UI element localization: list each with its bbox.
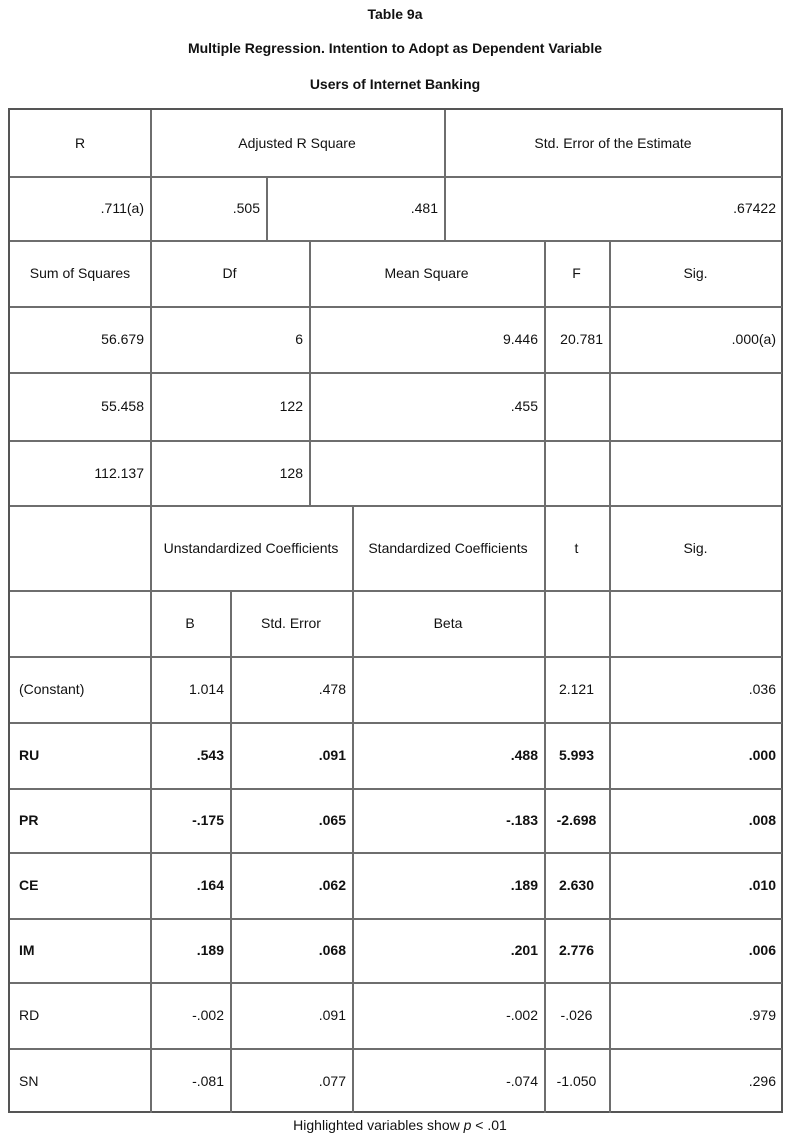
header-df: Df <box>222 265 237 281</box>
variable-name: IM <box>19 942 35 958</box>
anova-cell-df: 6 <box>295 331 303 347</box>
anova-cell-df: 122 <box>279 398 303 414</box>
variable-name: RU <box>19 747 40 763</box>
coef-cell-b: -.175 <box>192 812 224 828</box>
header-std-error-estimate: Std. Error of the Estimate <box>534 135 692 151</box>
anova-cell-ss: 112.137 <box>94 464 144 481</box>
header-f: F <box>572 265 581 281</box>
coef-cell-b: .543 <box>196 747 224 763</box>
coef-cell-sig: .010 <box>748 877 776 893</box>
regression-table <box>8 108 783 1113</box>
coef-cell-se: .062 <box>318 877 346 893</box>
table-title: Table 9a <box>367 6 423 22</box>
value-adjusted-r-square: .481 <box>410 200 438 216</box>
coef-cell-se: .077 <box>318 1072 346 1089</box>
coef-cell-sig: .006 <box>748 942 776 958</box>
variable-name: CE <box>19 877 39 893</box>
anova-cell-ss: 56.679 <box>101 331 144 347</box>
header-beta: Beta <box>433 615 463 631</box>
coef-cell-sig: .036 <box>748 681 776 697</box>
coef-cell-t: 5.993 <box>558 747 595 763</box>
coef-cell-t: -1.050 <box>556 1072 597 1089</box>
anova-cell-ms: .455 <box>510 398 538 414</box>
coef-cell-t: -.026 <box>560 1007 593 1023</box>
coef-cell-sig: .979 <box>748 1007 776 1023</box>
coef-cell-sig: .296 <box>748 1072 776 1089</box>
coef-cell-b: .164 <box>196 877 224 893</box>
value-r-square: .505 <box>232 200 260 216</box>
header-standardized-coefficients: Standardized Coefficients <box>368 539 528 556</box>
header-unstandardized-coefficients: Unstandardized Coefficients <box>163 539 339 556</box>
coef-cell-beta: -.074 <box>506 1072 538 1089</box>
coef-cell-se: .091 <box>318 747 346 763</box>
anova-cell-df: 128 <box>279 464 303 481</box>
coef-cell-beta: -.183 <box>506 812 538 828</box>
coef-cell-b: .189 <box>196 942 224 958</box>
value-std-error-estimate: .67422 <box>733 200 776 216</box>
coef-cell-beta: .488 <box>510 747 538 763</box>
anova-cell-sig: .000(a) <box>731 331 776 347</box>
coef-cell-se: .478 <box>318 681 346 697</box>
header-sig-coefficients: Sig. <box>683 539 708 556</box>
variable-name: (Constant) <box>19 681 85 697</box>
header-std-error: Std. Error <box>261 615 321 631</box>
coef-cell-se: .068 <box>318 942 346 958</box>
table-subtitle-2: Users of Internet Banking <box>309 76 481 92</box>
header-r: R <box>74 135 86 151</box>
coef-cell-b: 1.014 <box>188 681 224 697</box>
header-adjusted-r-square: Adjusted R Square <box>238 135 356 151</box>
footnote: Highlighted variables show p < .01 <box>293 1117 507 1133</box>
variable-name: SN <box>19 1072 39 1089</box>
header-b: B <box>185 615 195 631</box>
header-sum-of-squares: Sum of Squares <box>29 265 131 281</box>
coef-cell-b: -.002 <box>192 1007 224 1023</box>
coef-cell-beta: .201 <box>510 942 538 958</box>
table-subtitle: Multiple Regression. Intention to Adopt as Dependent Variable <box>187 40 603 56</box>
header-t: t <box>574 539 579 556</box>
anova-cell-f: 20.781 <box>560 331 603 347</box>
coef-cell-beta: -.002 <box>506 1007 538 1023</box>
coef-cell-sig: .008 <box>748 812 776 828</box>
coef-cell-t: 2.776 <box>558 942 595 958</box>
coef-cell-beta: .189 <box>510 877 538 893</box>
coef-cell-se: .065 <box>318 812 346 828</box>
variable-name: RD <box>19 1007 40 1023</box>
coef-cell-t: -2.698 <box>556 812 597 828</box>
coef-cell-se: .091 <box>318 1007 346 1023</box>
header-mean-square: Mean Square <box>384 265 469 281</box>
value-r: .711(a) <box>100 200 144 216</box>
header-sig: Sig. <box>683 265 708 281</box>
anova-cell-ss: 55.458 <box>101 398 144 414</box>
variable-name: PR <box>19 812 39 828</box>
anova-cell-ms: 9.446 <box>502 331 538 347</box>
coef-cell-t: 2.121 <box>558 681 595 697</box>
coef-cell-b: -.081 <box>192 1072 224 1089</box>
coef-cell-beta <box>352 656 544 722</box>
coef-cell-sig: .000 <box>748 747 776 763</box>
coef-cell-t: 2.630 <box>558 877 595 893</box>
